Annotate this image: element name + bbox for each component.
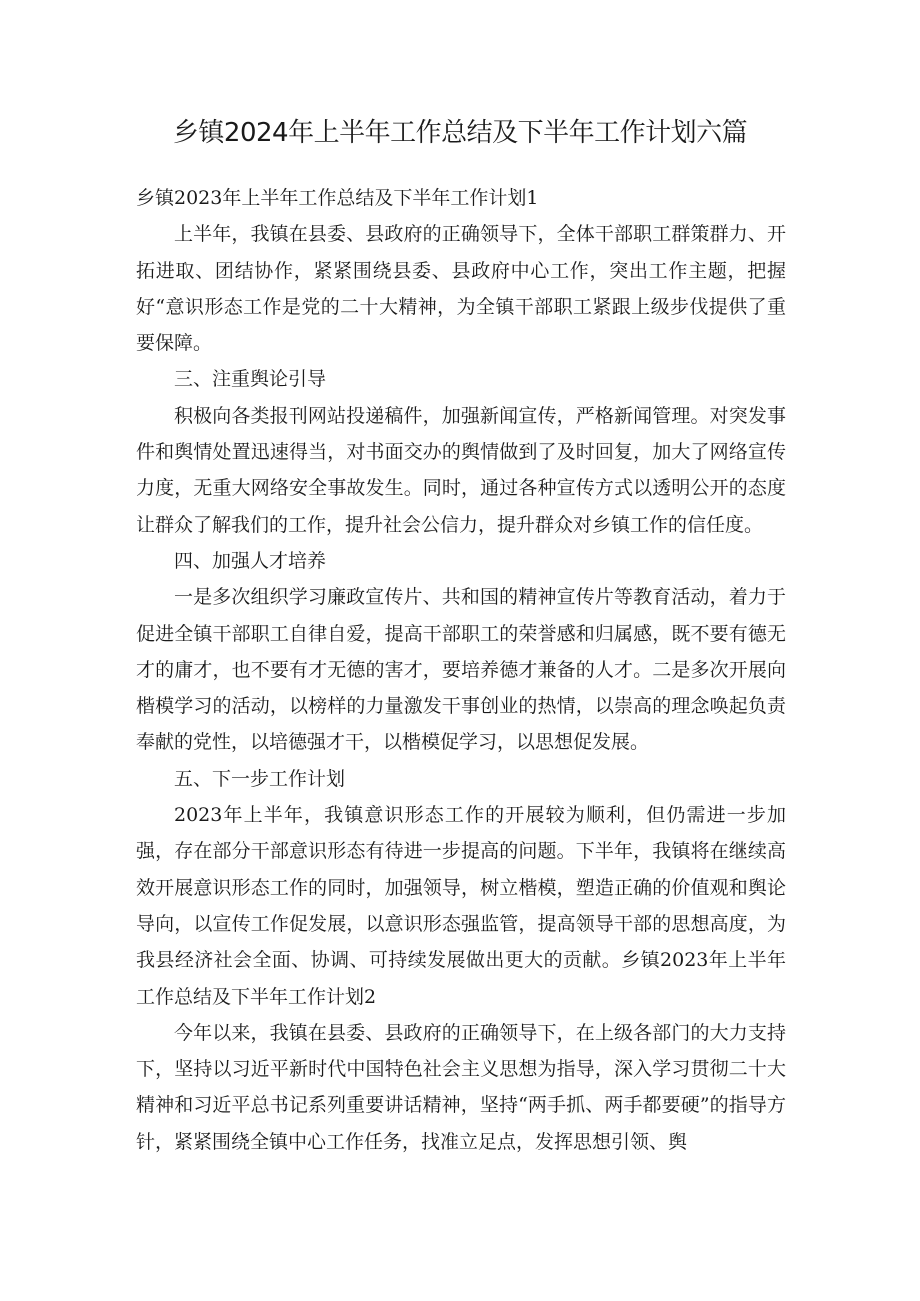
document-title: 乡镇2024年上半年工作总结及下半年工作计划六篇 (172, 118, 748, 148)
section-heading: 三、注重舆论引导 (174, 368, 327, 391)
paragraph: 2023年上半年，我镇意识形态工作的开展较为顺利，但仍需进一步加强，存在部分干部意识形态有待进一步提高的问题。下半年，我镇将在继续高效开展意识形态工作的同时，加强领导，树立楷模，塑造正确的价值观和舆论导向，以宣传工作促发展，以意识形态强监管，提高领导干部的思想高度，为我县经济社会全面、协调、可持续发展做出更大的贡献。乡镇2023年上半年工作总结及下半年工作计划2 (136, 804, 786, 1008)
document-body (136, 180, 786, 1160)
paragraph: 今年以来，我镇在县委、县政府的正确领导下，在上级各部门的大力支持下，坚持以习近平新时代中国特色社会主义思想为指导，深入学习贯彻二十大精神和习近平总书记系列重要讲话精神，坚持“两手抓、两手都要硬”的指导方针，紧紧围绕全镇中心工作任务，找准立足点，发挥思想引领、舆 (136, 1021, 786, 1153)
section-title: 乡镇2023年上半年工作总结及下半年工作计划1 (136, 187, 539, 209)
paragraph: 一是多次组织学习廉政宣传片、共和国的精神宣传片等教育活动，着力于促进全镇干部职工自律自爱，提高干部职工的荣誉感和归属感，既不要有德无才的庸才，也不要有才无德的害才，要培养德才兼备的人才。二是多次开展向楷模学习的活动，以榜样的力量激发干事创业的热情，以崇高的理念唤起负责奉献的党性，以培德强才干，以楷模促学习，以思想促发展。 (136, 586, 786, 754)
section-heading: 四、加强人才培养 (174, 549, 327, 572)
paragraph: 上半年，我镇在县委、县政府的正确领导下，全体干部职工群策群力、开拓进取、团结协作，紧紧围绕县委、县政府中心工作，突出工作主题，把握好“意识形态工作是党的二十大精神，为全镇干部职工紧跟上级步伐提供了重要保障。 (136, 223, 786, 355)
section-heading: 五、下一步工作计划 (174, 767, 346, 790)
paragraph: 积极向各类报刊网站投递稿件，加强新闻宣传，严格新闻管理。对突发事件和舆情处置迅速得当，对书面交办的舆情做到了及时回复，加大了网络宣传力度，无重大网络安全事故发生。同时，通过各种宣传方式以透明公开的态度让群众了解我们的工作，提升社会公信力，提升群众对乡镇工作的信任度。 (136, 404, 786, 536)
